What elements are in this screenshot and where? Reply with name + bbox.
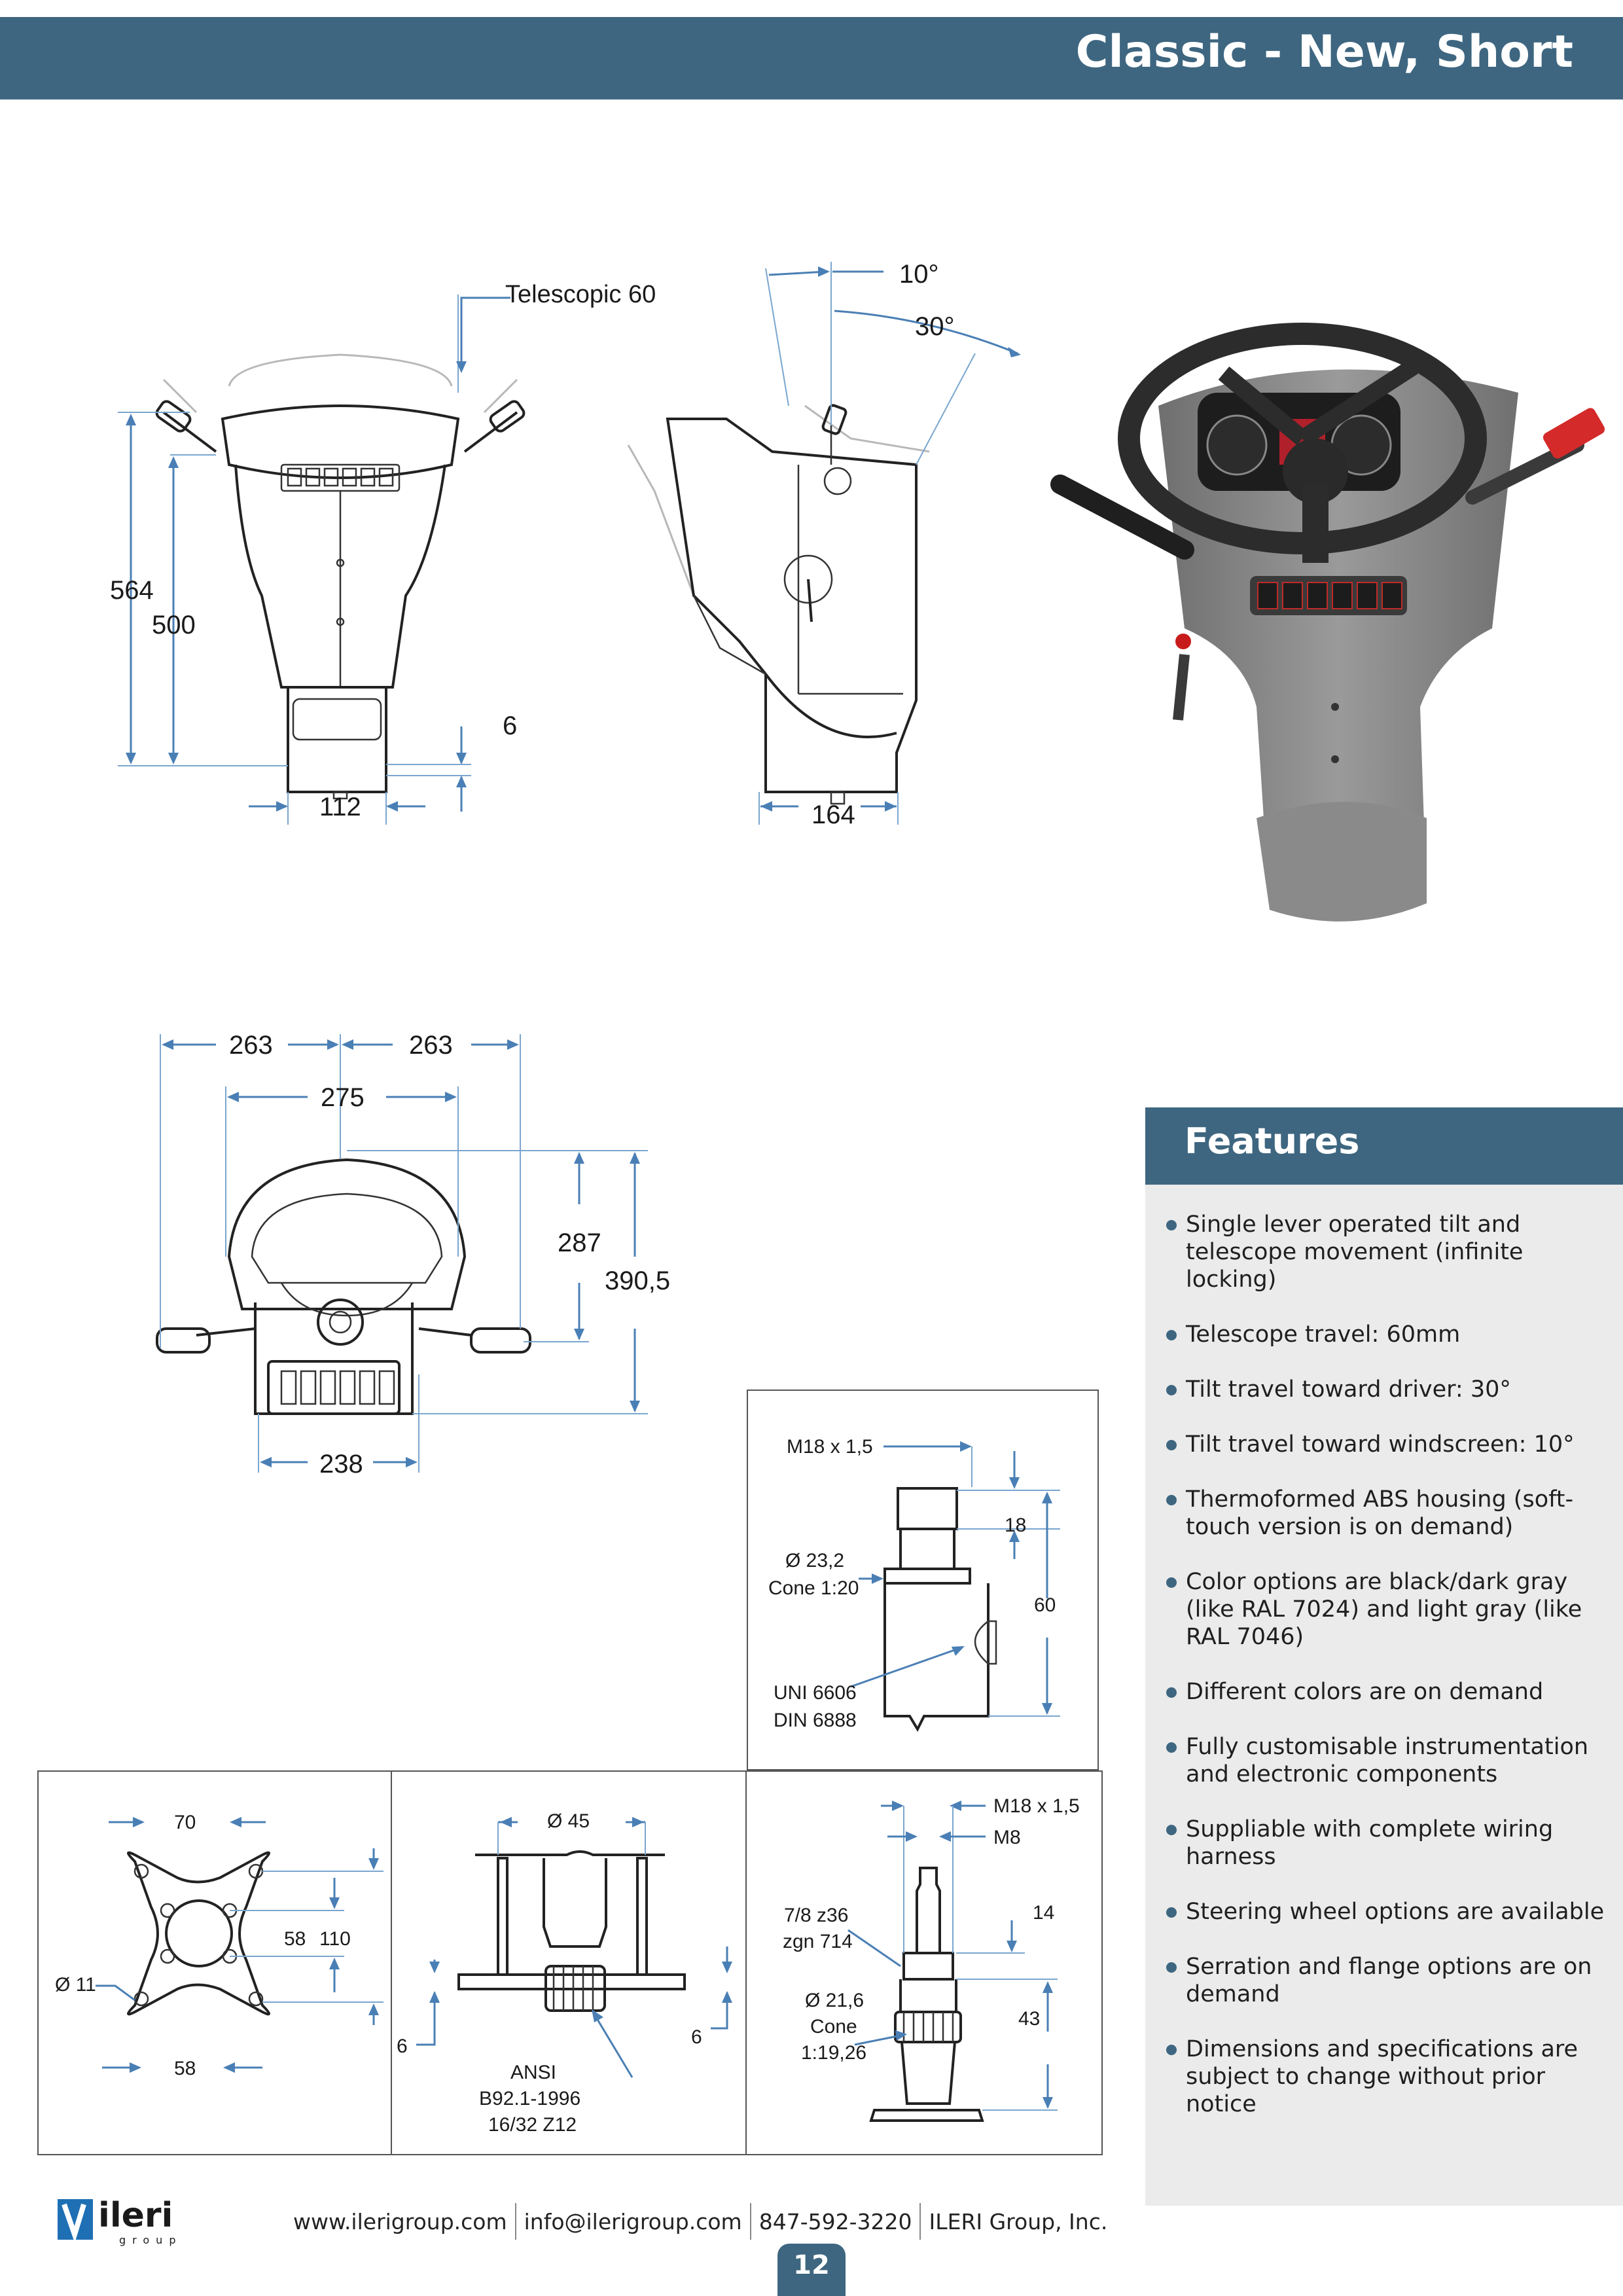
front-dimensions	[118, 295, 510, 825]
logo-text: ileri	[98, 2196, 173, 2235]
spline-b92: B92.1-1996	[479, 2088, 581, 2109]
feature-item: Suppliable with complete wiring harness	[1165, 1816, 1610, 1871]
spline-pitch: 16/32 Z12	[488, 2114, 577, 2136]
dim-263-right: 263	[409, 1031, 453, 1060]
logo-sub: group	[119, 2234, 183, 2246]
gauge-left-icon	[1207, 416, 1266, 475]
top-views-drawing	[0, 98, 1060, 884]
features-list	[1165, 1211, 1610, 2145]
spline-ansi: ANSI	[510, 2062, 557, 2083]
dim-564: 564	[110, 576, 154, 605]
feature-item: Serration and flange options are on demand	[1165, 1953, 1610, 2008]
flange-dia-11: Ø 11	[55, 1974, 96, 1996]
feature-item: Dimensions and specifications are subject to change without prior notice	[1165, 2036, 1610, 2118]
shaft-dim-60: 60	[1034, 1594, 1056, 1616]
dim-500: 500	[152, 611, 196, 639]
dim-275: 275	[321, 1083, 365, 1112]
flange-dim-110: 110	[319, 1928, 351, 1950]
feature-item: Steering wheel options are available	[1165, 1898, 1610, 1926]
serration-dim-14: 14	[1033, 1902, 1055, 1924]
features-title: Features	[1185, 1121, 1360, 1162]
flange-dim-58-h: 58	[174, 2058, 196, 2079]
feature-item: Telescope travel: 60mm	[1165, 1321, 1610, 1348]
dim-164: 164	[812, 800, 855, 829]
footer-phone[interactable]: 847-592-3220	[758, 2208, 912, 2234]
feature-item: Tilt travel toward driver: 30°	[1165, 1376, 1610, 1403]
footer-website[interactable]: www.ilerigroup.com	[293, 2208, 507, 2234]
shaft-din: DIN 6888	[774, 1710, 857, 1731]
feature-item: Color options are black/dark gray (like RAL 7024) and light gray (like RAL 7046)	[1165, 1568, 1610, 1651]
side-view	[628, 404, 929, 804]
top-view-outline	[157, 1160, 530, 1414]
shaft-diameter: Ø 23,2	[785, 1550, 845, 1571]
red-knob-icon	[1175, 634, 1191, 649]
spline-dia-45: Ø 45	[547, 1810, 590, 1832]
serration-m8: M8	[993, 1827, 1021, 1848]
shaft-thread: M18 x 1,5	[787, 1436, 873, 1458]
footer-contact	[293, 2203, 1107, 2240]
product-render	[1047, 288, 1623, 936]
dim-390: 390,5	[605, 1266, 671, 1295]
feature-item: Single lever operated tilt and telescope movement (infinite locking)	[1165, 1211, 1610, 1293]
dim-263-left: 263	[229, 1031, 273, 1060]
flange-dim-58-v: 58	[284, 1928, 306, 1950]
dim-6: 6	[503, 711, 518, 740]
spline-drawing	[416, 1817, 732, 2077]
angle-10: 10°	[899, 260, 939, 289]
shaft-cone: Cone 1:20	[768, 1577, 859, 1599]
serration-dim-43: 43	[1018, 2008, 1041, 2030]
serration-zgn: zgn 714	[783, 1931, 853, 1952]
angle-30: 30°	[915, 312, 955, 341]
shaft-dim-18: 18	[1005, 1515, 1027, 1536]
feature-item: Thermoformed ABS housing (soft-touch version is on demand)	[1165, 1486, 1610, 1541]
telescopic-label: Telescopic 60	[505, 281, 656, 308]
serration-thread: M18 x 1,5	[993, 1795, 1080, 1817]
shaft-detail-box	[746, 1389, 1099, 1771]
serration-drawing	[848, 1801, 1058, 2121]
spline-right-6: 6	[691, 2026, 702, 2048]
feature-item: Different colors are on demand	[1165, 1678, 1610, 1706]
dim-287: 287	[558, 1229, 601, 1257]
footer-email[interactable]: info@ilerigroup.com	[524, 2208, 742, 2234]
page-number: 12	[793, 2250, 830, 2280]
feature-item: Fully customisable instrumentation and electronic components	[1165, 1733, 1610, 1788]
front-view	[154, 399, 526, 798]
detail-row	[37, 1770, 1103, 2156]
dim-238: 238	[319, 1450, 363, 1479]
dim-112: 112	[319, 793, 361, 821]
shaft-uni: UNI 6606	[774, 1682, 857, 1704]
serration-ratio: 1:19,26	[801, 2042, 867, 2064]
top-view-drawing	[0, 1008, 720, 1492]
page-title: Classic - New, Short	[1075, 26, 1573, 78]
flange-dim-70: 70	[174, 1812, 196, 1833]
serration-spec: 7/8 z36	[784, 1905, 849, 1926]
serration-diameter: Ø 21,6	[805, 1990, 865, 2011]
footer-company: ILERI Group, Inc.	[929, 2208, 1108, 2234]
spline-left-6: 6	[397, 2036, 408, 2057]
feature-item: Tilt travel toward windscreen: 10°	[1165, 1431, 1610, 1458]
serration-cone: Cone	[810, 2016, 857, 2037]
ghost-wheel-outline	[229, 355, 452, 386]
ileri-logo	[55, 2195, 225, 2248]
